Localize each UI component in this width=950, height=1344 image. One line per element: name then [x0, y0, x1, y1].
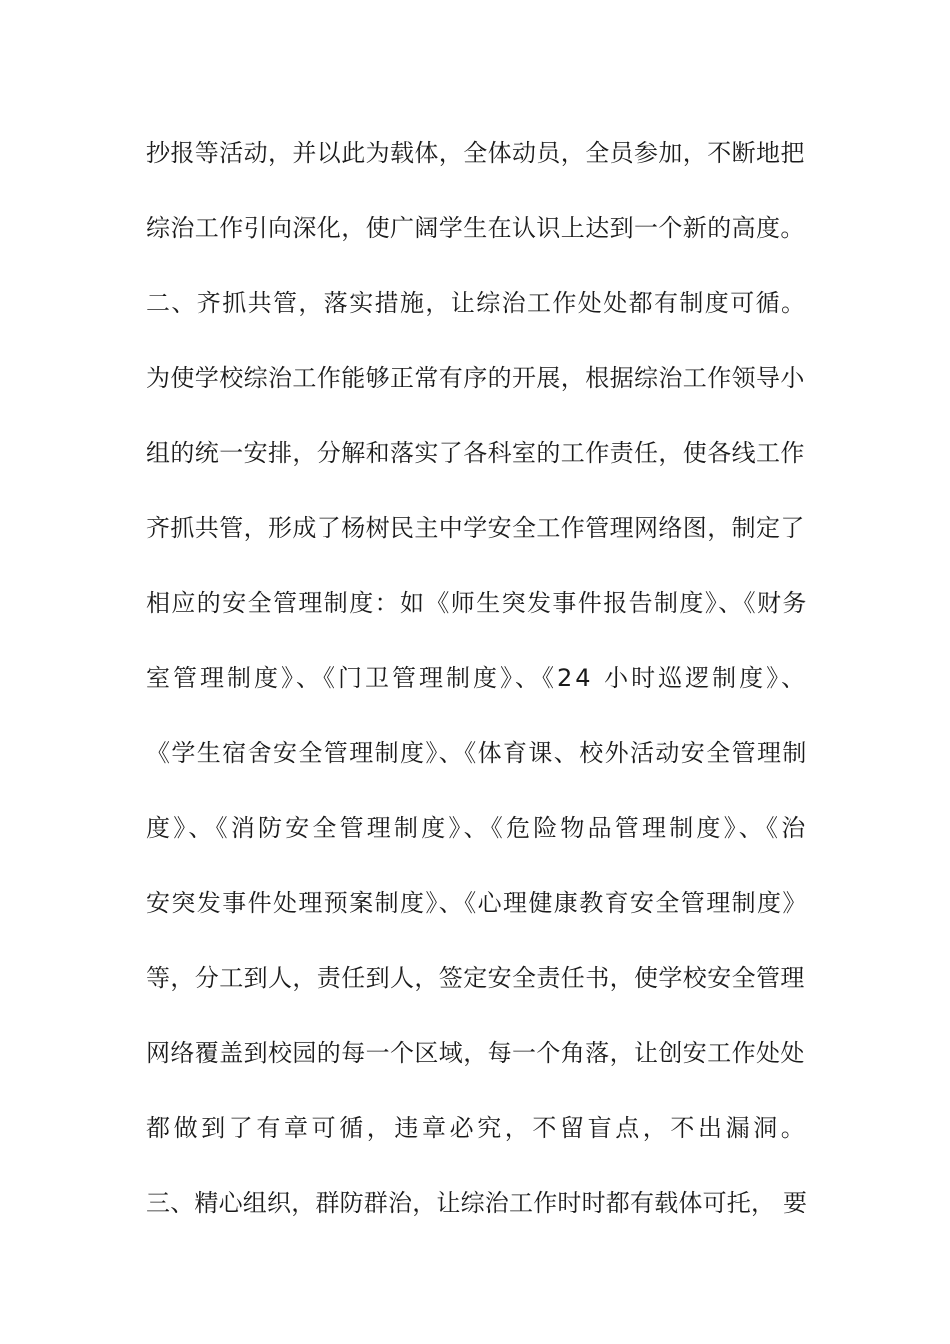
text-line: 网络覆盖到校园的每一个区域，每一个角落，让创安工作处处 [146, 1039, 805, 1067]
text-line: 室管理制度》、《门卫管理制度》、《24 小时巡逻制度》、 [146, 664, 809, 692]
text-line: 《学生宿舍安全管理制度》、《体育课、校外活动安全管理制 [146, 739, 808, 767]
text-line: 齐抓共管，形成了杨树民主中学安全工作管理网络图，制定了 [146, 514, 805, 542]
text-line: 为使学校综治工作能够正常有序的开展，根据综治工作领导小 [146, 364, 805, 392]
text-line: 抄报等活动，并以此为载体，全体动员，全员参加，不断地把 [146, 139, 805, 167]
section-heading: 二、齐抓共管，落实措施，让综治工作处处都有制度可循。 [146, 289, 807, 317]
text-line: 安突发事件处理预案制度》、《心理健康教育安全管理制度》 [146, 889, 808, 917]
text-line: 等，分工到人，责任到人，签定安全责任书，使学校安全管理 [146, 964, 805, 992]
text-line: 相应的安全管理制度：如《师生突发事件报告制度》、《财务 [146, 589, 808, 617]
text-line: 都做到了有章可循，违章必究，不留盲点，不出漏洞。 [146, 1114, 809, 1142]
section-heading: 三、精心组织，群防群治，让综治工作时时都有载体可托， 要 [146, 1189, 808, 1217]
text-line: 度》、《消防安全管理制度》、《危险物品管理制度》、《治 [146, 814, 809, 842]
text-line: 组的统一安排，分解和落实了各科室的工作责任，使各线工作 [146, 439, 805, 467]
text-line: 综治工作引向深化，使广阔学生在认识上达到一个新的高度。 [146, 214, 805, 242]
